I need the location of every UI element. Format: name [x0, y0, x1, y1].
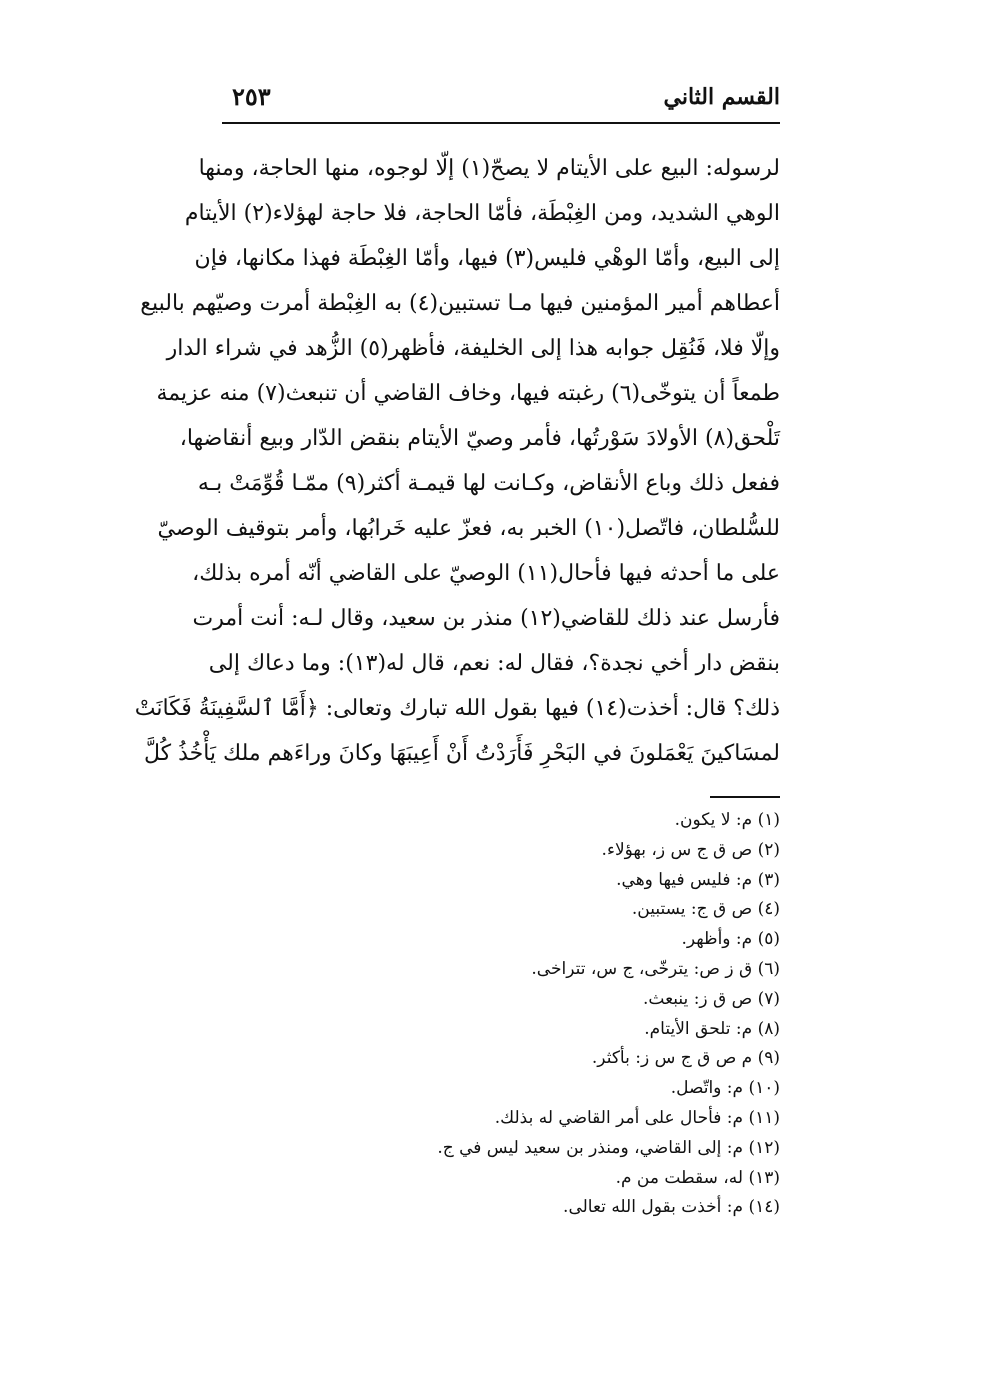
footnote: (٥) م: وأظهر. [681, 929, 780, 950]
text-line: للسُّلطان، فاتّصل(١٠) الخبر به، فعزّ عليه خَرابُها، وأمر بتوقيف الوصيّ [157, 516, 780, 541]
text-line: على ما أحدثه فيها فأحال(١١) الوصيّ على القاضي أنّه أمره بذلك، [192, 561, 780, 586]
text-line: أعطاهم أمير المؤمنين فيها مـا تستبين(٤) به الغِبْطة أمرت وصيّهم بالبيع [140, 291, 780, 316]
text-line: لمسَاكينَ يَعْمَلونَ في البَحْرِ فَأَرَدْتُ أَنْ أَعِيبَهَا وكانَ وراءَهم ملك يَأْخُذُ كُلَّ [143, 741, 780, 766]
footnote: (١) م: لا يكون. [674, 810, 780, 830]
page-header [222, 78, 780, 122]
footnote: (٢) ص ق ج س ز، بهؤلاء. [601, 839, 780, 860]
text-line: طمعاً أن يتوخّى(٦) رغبته فيها، وخاف القاضي أن تنبعث(٧) منه عزيمة [156, 381, 780, 406]
footnote: (١١) م: فأحال على أمر القاضي له بذلك. [494, 1107, 780, 1128]
text-line: بنقض دار أخي نجدة؟، فقال له: نعم، قال له(١٣): وما دعاك إلى [208, 651, 780, 676]
text-line: فأرسل عند ذلك للقاضي(١٢) منذر بن سعيد، وقال لـه: أنت أمرت [192, 606, 780, 631]
text-line: ذلك؟ قال: أخذت(١٤) فيها بقول الله تبارك وتعالى: ﴿أَمَّا ٱلسَّفِينَةُ فَكَانَتْ [134, 696, 780, 721]
footnote: (٧) ص ق ز: ينبعث. [643, 988, 780, 1009]
footnote: (١٠) م: واتّصل. [670, 1078, 780, 1099]
text-line: تَلْحق(٨) الأولادَ سَوْرتُها، فأمر وصيّ الأيتام بنقض الدّار وبيع أنقاضها، [179, 426, 780, 451]
text-line: وإلّا فلا، فَنُقِل جوابه هذا إلى الخليفة، فأظهر(٥) الزُّهد في شراء الدار [166, 336, 780, 361]
footnote: (٩) م ص ق ج س ز: بأكثر. [591, 1048, 780, 1069]
header-divider [222, 122, 780, 124]
footnote: (٣) م: فليس فيها وهي. [616, 869, 780, 890]
text-line: إلى البيع، وأمّا الوهْي فليس(٣) فيها، وأمّا الغِبْطَة فهذا مكانها، فإن [194, 246, 780, 271]
text-line: ففعل ذلك وباع الأنقاض، وكـانت لها قيمـة أكثر(٩) ممّـا قُوِّمَتْ بـه [197, 471, 780, 496]
footnote-divider [710, 796, 780, 798]
footnote: (٨) م: تلحق الأيتام. [644, 1018, 780, 1039]
footnotes [222, 806, 780, 1223]
footnote: (٦) ق ز ص: يترخّى، ج س، تتراخى. [531, 958, 780, 979]
footnote: (١٤) م: أخذت بقول الله تعالى. [563, 1197, 780, 1218]
section-title: القسم الثاني [663, 84, 780, 110]
text-line: لرسوله: البيع على الأيتام لا يصحّ(١) إلّا لوجوه، منها الحاجة، ومنها [198, 156, 780, 181]
page-number: ٢٥٣ [232, 82, 271, 111]
footnote: (٤) ص ق ج: يستبين. [631, 899, 780, 920]
footnote: (١٢) م: إلى القاضي، ومنذر بن سعيد ليس في ج. [437, 1137, 780, 1158]
footnote: (١٣) له، سقطت من م. [615, 1167, 780, 1188]
text-line: الوهي الشديد، ومن الغِبْطَة، فأمّا الحاجة، فلا حاجة لهؤلاء(٢) الأيتام [184, 201, 780, 226]
main-text [134, 146, 780, 776]
